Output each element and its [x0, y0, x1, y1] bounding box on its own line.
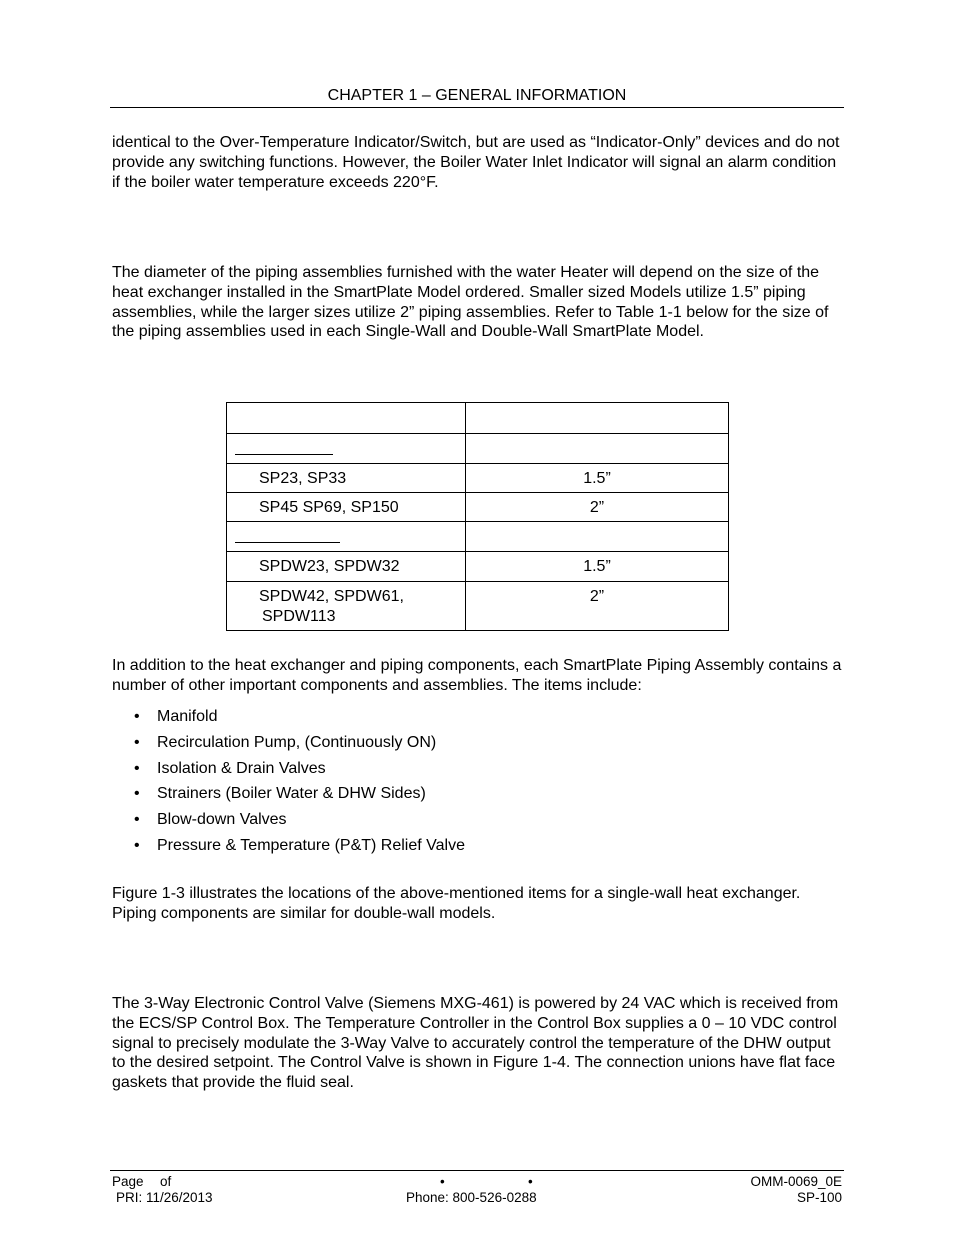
size-cell: 2” — [466, 582, 729, 631]
paragraph-control-valve: The 3-Way Electronic Control Valve (Siemens MXG-461) is powered by 24 VAC which is received from the ECS/SP Control Box. The Temperature Controller in the Control Box supplies a 0 – 10 VDC control signal to precisely modulate the 3-Way Valve to accurately control the temperature of the DHW output to the desired setpoint. The Control Valve is shown in Figure 1-4. The connection unions have flat face gaskets that provide the fluid seal. — [112, 995, 839, 1092]
table-section-double-wall — [227, 522, 729, 552]
table-header-size — [466, 403, 729, 434]
list-item: • Blow-down Valves — [112, 809, 465, 835]
bullet-icon: • — [134, 811, 140, 829]
size-cell: 1.5” — [466, 464, 729, 493]
bullet-icon: • — [134, 759, 140, 777]
section-underline — [235, 542, 340, 543]
chapter-header: CHAPTER 1 – GENERAL INFORMATION — [327, 87, 627, 104]
header-divider — [110, 107, 844, 108]
paragraph-components-intro: In addition to the heat exchanger and piping components, each SmartPlate Piping Assembly contains a number of other important components and assemblies. The items include: — [112, 657, 842, 694]
paragraph-piping-diameter: The diameter of the piping assemblies furnished with the water Heater will depend on the size of the heat exchanger installed in the SmartPlate Model ordered. Smaller sized Models utilize 1.5” piping assemblies, while the larger sizes utilize 2” piping assemblies. Refer to Table 1-1 below for the size of the piping assemblies used in each Single-Wall and Double-Wall SmartPlate Model. — [112, 264, 829, 341]
size-cell: 1.5” — [466, 552, 729, 582]
bullet-icon: • — [134, 836, 140, 854]
bullet-icon: • — [134, 785, 140, 803]
list-item: • Strainers (Boiler Water & DHW Sides) — [112, 783, 465, 809]
list-item: • Recirculation Pump, (Continuously ON) — [112, 732, 465, 758]
component-list — [112, 706, 465, 861]
table-section-single-wall — [227, 434, 729, 464]
bullet-icon: • — [134, 733, 140, 751]
table-row — [227, 493, 729, 522]
model-cell: SP23, SP33 — [227, 464, 466, 493]
list-item: • Manifold — [112, 706, 465, 732]
table-header-model — [227, 403, 466, 434]
footer-bullet: • — [440, 1174, 445, 1189]
footer-page-label: Page — [112, 1174, 144, 1189]
model-line: SPDW113 — [262, 607, 336, 625]
model-cell — [227, 582, 466, 631]
footer-divider — [110, 1170, 844, 1171]
model-cell: SPDW23, SPDW32 — [227, 552, 466, 582]
footer-doc-number: OMM-0069_0E — [750, 1174, 842, 1189]
footer-bullet: • — [528, 1174, 533, 1189]
footer-date: PRI: 11/26/2013 — [116, 1190, 213, 1205]
table-row — [227, 464, 729, 493]
model-line: SPDW42, SPDW61, — [259, 588, 404, 605]
section-underline — [235, 454, 333, 455]
footer-of-label: of — [160, 1174, 172, 1189]
model-cell: SP45 SP69, SP150 — [227, 493, 466, 522]
footer-phone: Phone: 800-526-0288 — [406, 1190, 537, 1205]
footer-product: SP-100 — [796, 1190, 842, 1205]
table-row — [227, 582, 729, 631]
bullet-icon: • — [134, 708, 140, 725]
piping-size-table — [226, 402, 729, 631]
table-row — [227, 552, 729, 582]
paragraph-indicator-info: identical to the Over-Temperature Indicator/Switch, but are used as “Indicator-Only” devices and do not provide any switching functions. However, the Boiler Water Inlet Indicator will signal an alarm condition if the boiler water temperature exceeds 220°F. — [112, 134, 840, 191]
paragraph-figure-reference: Figure 1-3 illustrates the locations of the above-mentioned items for a single-wall heat exchanger. Piping components are similar for double-wall models. — [112, 885, 801, 922]
list-item: • Isolation & Drain Valves — [112, 758, 465, 784]
size-cell: 2” — [466, 493, 729, 522]
list-item: • Pressure & Temperature (P&T) Relief Valve — [112, 835, 465, 861]
table-header-row — [227, 403, 729, 434]
